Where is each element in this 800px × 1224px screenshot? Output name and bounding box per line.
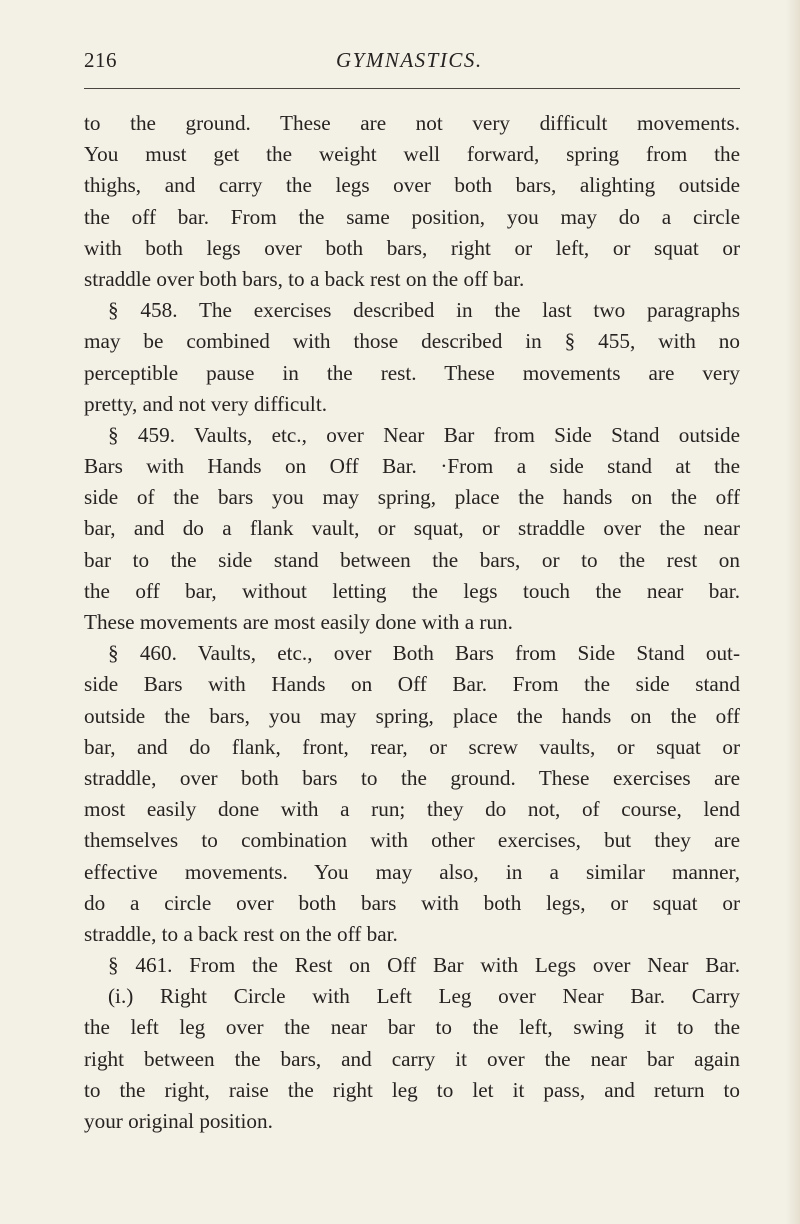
- text-line: thighs, and carry the legs over both bars, alighting outside: [84, 173, 740, 198]
- text-line: the left leg over the near bar to the left, swing it to the: [84, 1015, 740, 1040]
- text-line: bar to the side stand between the bars, or to the rest on: [84, 547, 740, 572]
- page-number: 216: [84, 48, 117, 72]
- text-line: These movements are most easily done with a run.: [84, 610, 513, 634]
- text-line: side Bars with Hands on Off Bar. From the side stand: [84, 672, 740, 697]
- page-header: [84, 46, 740, 82]
- text-line: pretty, and not very difficult.: [84, 391, 328, 416]
- text-line: themselves to combination with other exercises, but they are: [84, 828, 740, 853]
- text-line: right between the bars, and carry it over the near bar again: [84, 1046, 740, 1071]
- text-line: § 458. The exercises described in the last two paragraphs: [108, 298, 740, 323]
- text-line: (i.) Right Circle with Left Leg over Near Bar. Carry: [108, 984, 740, 1009]
- text-line: straddle, to a back rest on the off bar.: [84, 921, 398, 946]
- text-line: Bars with Hands on Off Bar. ·From a side stand at the: [84, 454, 740, 479]
- text-line: your original position.: [84, 1109, 273, 1133]
- text-line: the off bar, without letting the legs touch the near bar.: [84, 578, 740, 603]
- text-line: perceptible pause in the rest. These movements are very: [84, 360, 740, 385]
- text-line: side of the bars you may spring, place the hands on the off: [84, 485, 740, 510]
- text-line: outside the bars, you may spring, place the hands on the off: [84, 703, 740, 728]
- text-line: may be combined with those described in § 455, with no: [84, 329, 740, 354]
- body-text: [84, 108, 740, 1137]
- header-rule: [84, 88, 740, 89]
- text-line: § 460. Vaults, etc., over Both Bars from Side Stand out-: [108, 641, 740, 666]
- text-line: effective movements. You may also, in a similar manner,: [84, 859, 740, 884]
- text-line: § 459. Vaults, etc., over Near Bar from Side Stand outside: [108, 422, 740, 447]
- text-line: do a circle over both bars with both legs, or squat or: [84, 890, 740, 915]
- text-line: with both legs over both bars, right or left, or squat or: [84, 235, 740, 260]
- text-line: straddle over both bars, to a back rest on the off bar.: [84, 266, 525, 291]
- text-line: to the right, raise the right leg to let it pass, and return to: [84, 1077, 740, 1102]
- text-line: straddle, over both bars to the ground. These exercises are: [84, 765, 740, 790]
- text-line: the off bar. From the same position, you may do a circle: [84, 204, 740, 229]
- text-line: most easily done with a run; they do not, of course, lend: [84, 797, 740, 822]
- text-line: bar, and do a flank vault, or squat, or straddle over the near: [84, 516, 740, 541]
- running-head: GYMNASTICS.: [336, 48, 483, 72]
- text-line: § 461. From the Rest on Off Bar with Legs over Near Bar.: [108, 953, 740, 978]
- page-edge-shadow: [786, 0, 800, 1224]
- text-line: to the ground. These are not very difficult movements.: [84, 111, 740, 135]
- text-line: bar, and do flank, front, rear, or screw vaults, or squat or: [84, 734, 740, 759]
- text-line: You must get the weight well forward, spring from the: [84, 142, 740, 167]
